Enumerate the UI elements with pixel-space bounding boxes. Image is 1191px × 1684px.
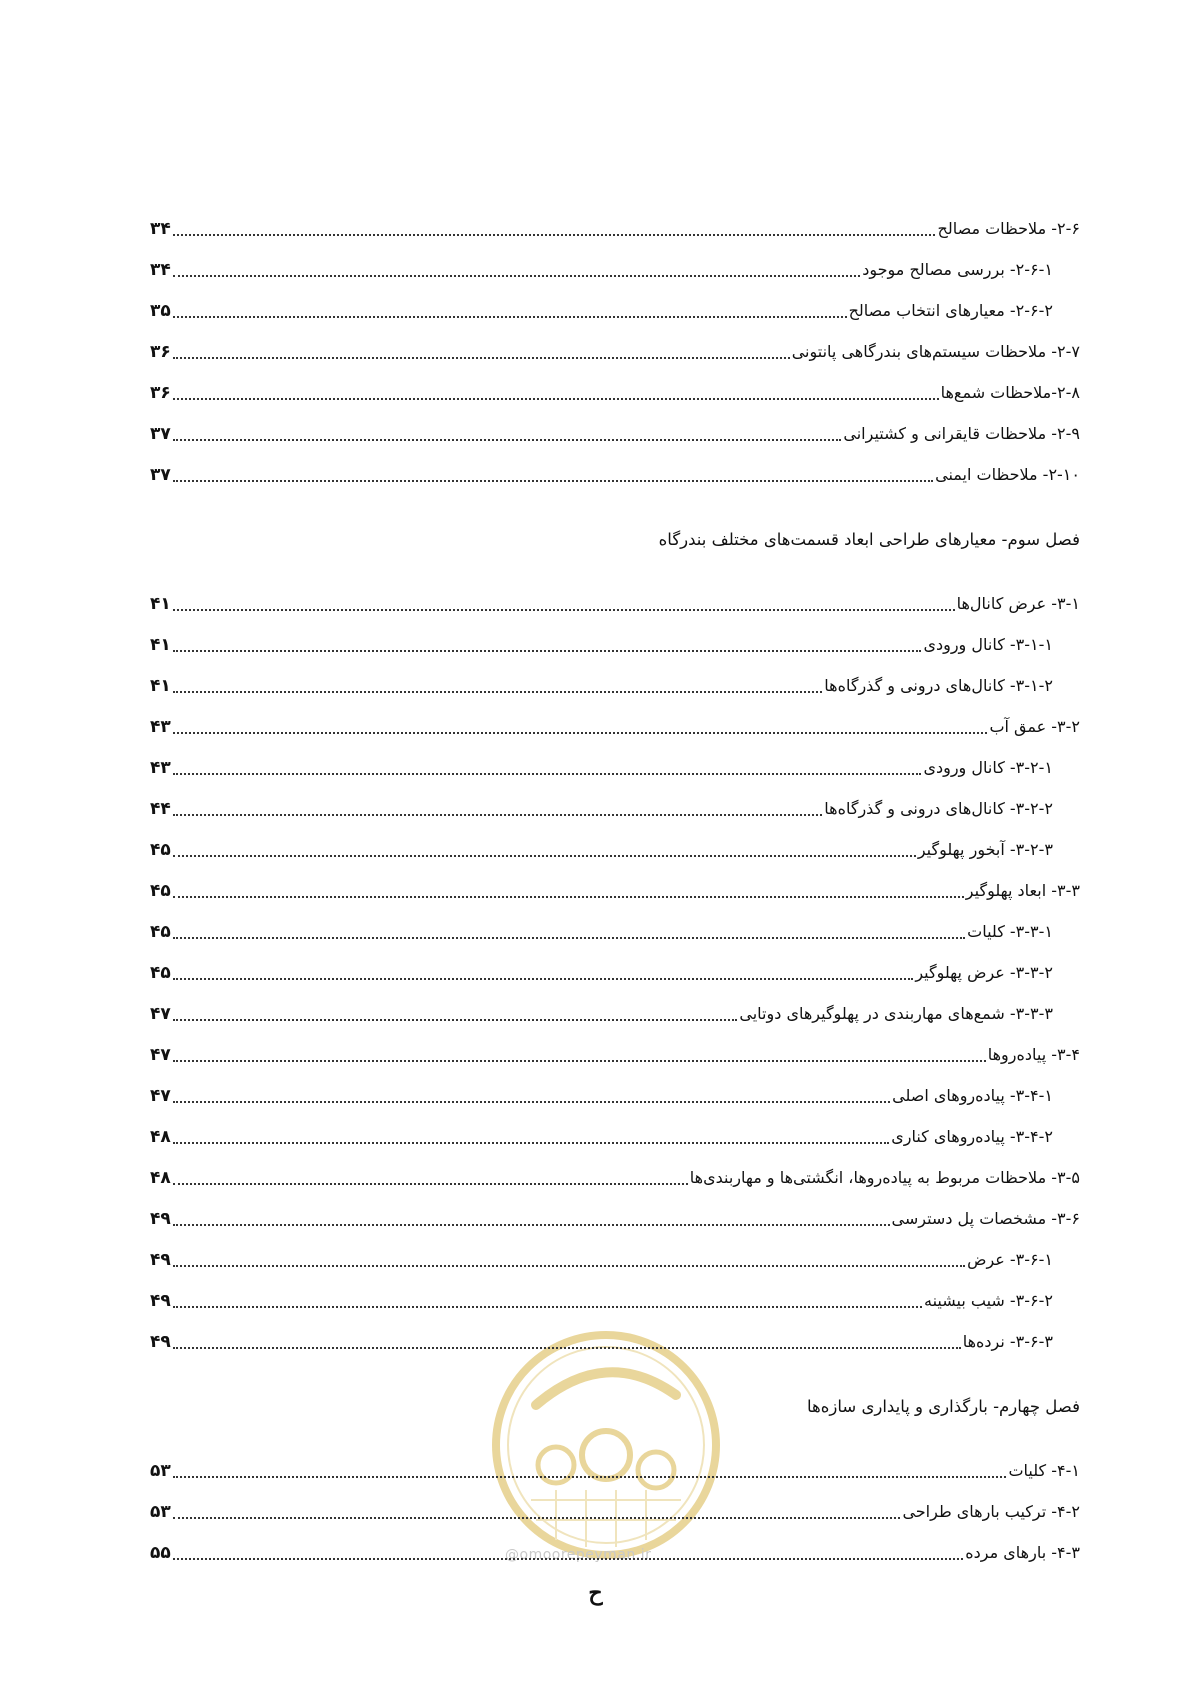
toc-entry-title: ۳-۳-۳- شمع‌های مهاربندی در پهلوگیرهای دوتایی xyxy=(739,1004,1053,1023)
dot-leader xyxy=(173,978,914,980)
toc-entry-page: ۴۹ xyxy=(150,1290,171,1311)
toc-entry-title: ۲-۶- ملاحظات مصالح xyxy=(937,219,1080,238)
chapter-heading: فصل سوم- معیارهای طراحی ابعاد قسمت‌های مختلف بندرگاه xyxy=(658,529,1080,549)
toc-entry-page: ۴۵ xyxy=(150,880,171,901)
toc-entry-page: ۵۳ xyxy=(150,1501,171,1522)
toc-entry-title: ۳-۲-۳- آبخور پهلوگیر xyxy=(917,840,1053,859)
toc-entry-title: ۳-۶-۱- عرض xyxy=(967,1250,1053,1269)
dot-leader xyxy=(173,234,936,236)
toc-entry[interactable] xyxy=(150,624,1080,665)
toc-entry-title: ۳-۳- ابعاد پهلوگیر xyxy=(965,881,1080,900)
dot-leader xyxy=(173,855,916,857)
toc-entry-page: ۴۹ xyxy=(150,1249,171,1270)
toc-entry[interactable] xyxy=(150,1116,1080,1157)
toc-entry-title: ۲-۶-۱- بررسی مصالح موجود xyxy=(862,260,1053,279)
dot-leader xyxy=(173,650,922,652)
toc-entry[interactable] xyxy=(150,1034,1080,1075)
toc-entry[interactable] xyxy=(150,1075,1080,1116)
toc-entry[interactable] xyxy=(150,1280,1080,1321)
toc-entry[interactable] xyxy=(150,331,1080,372)
dot-leader xyxy=(173,896,964,898)
toc-entry-title: ۳-۱-۱- کانال ورودی xyxy=(923,635,1053,654)
toc-entry-title: ۳-۲-۲- کانال‌های درونی و گذرگاه‌ها xyxy=(824,799,1053,818)
toc-entry[interactable] xyxy=(150,911,1080,952)
dot-leader xyxy=(173,1060,986,1062)
toc-entry-title: ۳-۳-۱- کلیات xyxy=(967,922,1053,941)
toc-entry[interactable] xyxy=(150,829,1080,870)
dot-leader xyxy=(173,1558,964,1560)
dot-leader xyxy=(173,275,860,277)
dot-leader xyxy=(173,1265,965,1267)
toc-entry-title: ۳-۴-۲- پیاده‌روهای کناری xyxy=(891,1127,1053,1146)
toc-entry-page: ۴۴ xyxy=(150,798,171,819)
toc-entry-title: ۳-۶- مشخصات پل دسترسی xyxy=(891,1209,1080,1228)
toc-entry-title: ۴-۳- بارهای مرده xyxy=(965,1543,1080,1562)
dot-leader xyxy=(173,609,955,611)
toc-entry[interactable] xyxy=(150,665,1080,706)
toc-entry-title: ۲-۹- ملاحظات قایقرانی و کشتیرانی xyxy=(843,424,1080,443)
toc-entry-page: ۳۶ xyxy=(150,341,171,362)
toc-entry-page: ۴۵ xyxy=(150,839,171,860)
dot-leader xyxy=(173,773,922,775)
toc-entry-title: ۲-۸-ملاحظات شمع‌ها xyxy=(940,383,1080,402)
toc-entry-page: ۵۳ xyxy=(150,1460,171,1481)
dot-leader xyxy=(173,1306,922,1308)
dot-leader xyxy=(173,1142,889,1144)
toc-entry-title: ۳-۴-۱- پیاده‌روهای اصلی xyxy=(892,1086,1053,1105)
dot-leader xyxy=(173,1347,961,1349)
dot-leader xyxy=(173,316,847,318)
dot-leader xyxy=(173,1517,901,1519)
dot-leader xyxy=(173,480,933,482)
toc-entry-page: ۳۶ xyxy=(150,382,171,403)
toc-entry-title: ۳-۶-۳- نرده‌ها xyxy=(962,1332,1053,1351)
toc-entry[interactable] xyxy=(150,290,1080,331)
toc-entry-page: ۴۷ xyxy=(150,1044,171,1065)
dot-leader xyxy=(173,1183,688,1185)
toc-entry[interactable] xyxy=(150,413,1080,454)
toc-entry-title: ۳-۲- عمق آب xyxy=(989,717,1080,736)
toc-entry-page: ۳۴ xyxy=(150,218,171,239)
dot-leader xyxy=(173,398,939,400)
chapter-heading: فصل چهارم- بارگذاری و پایداری سازه‌ها xyxy=(807,1396,1080,1416)
dot-leader xyxy=(173,1019,738,1021)
toc-entry[interactable] xyxy=(150,788,1080,829)
toc-entry[interactable] xyxy=(150,993,1080,1034)
dot-leader xyxy=(173,691,822,693)
toc-entry[interactable] xyxy=(150,747,1080,788)
toc-entry-page: ۵۵ xyxy=(150,1542,171,1563)
toc-entry[interactable] xyxy=(150,870,1080,911)
watermark-url-text: omoorepeyman.ir xyxy=(519,1547,652,1563)
toc-entry-page: ۴۳ xyxy=(150,757,171,778)
toc-entry-page: ۴۵ xyxy=(150,962,171,983)
dot-leader xyxy=(173,357,790,359)
toc-entry[interactable] xyxy=(150,1157,1080,1198)
toc-entry-page: ۴۸ xyxy=(150,1126,171,1147)
toc-entry-page: ۴۸ xyxy=(150,1167,171,1188)
toc-entry-page: ۴۷ xyxy=(150,1085,171,1106)
toc-entry[interactable] xyxy=(150,952,1080,993)
toc-entry[interactable] xyxy=(150,454,1080,495)
toc-entry-page: ۳۷ xyxy=(150,423,171,444)
toc-entry[interactable] xyxy=(150,706,1080,747)
toc-entry-page: ۳۷ xyxy=(150,464,171,485)
toc-entry-title: ۳-۴- پیاده‌روها xyxy=(987,1045,1080,1064)
toc-entry-page: ۴۵ xyxy=(150,921,171,942)
watermark-logo xyxy=(486,1325,726,1565)
toc-entry-title: ۳-۱-۲- کانال‌های درونی و گذرگاه‌ها xyxy=(824,676,1053,695)
toc-entry-title: ۳-۲-۱- کانال ورودی xyxy=(923,758,1053,777)
dot-leader xyxy=(173,439,842,441)
dot-leader xyxy=(173,1101,890,1103)
toc-entry-title: ۴-۱- کلیات xyxy=(1008,1461,1080,1480)
toc-entry-title: ۳-۶-۲- شیب بیشینه xyxy=(923,1291,1053,1310)
toc-entry-page: ۴۷ xyxy=(150,1003,171,1024)
toc-entry[interactable] xyxy=(150,1239,1080,1280)
toc-entry-title: ۳-۵- ملاحظات مربوط به پیاده‌روها، انگشتی‌ها و مهاربندی‌ها xyxy=(689,1168,1080,1187)
toc-entry-page: ۳۴ xyxy=(150,259,171,280)
dot-leader xyxy=(173,1476,1007,1478)
toc-entry[interactable] xyxy=(150,1198,1080,1239)
toc-entry-page: ۳۵ xyxy=(150,300,171,321)
toc-entry-title: ۲-۶-۲- معیارهای انتخاب مصالح xyxy=(848,301,1053,320)
toc-entry-title: ۴-۲- ترکیب بارهای طراحی xyxy=(902,1502,1080,1521)
toc-entry-page: ۴۱ xyxy=(150,593,171,614)
toc-entry-page: ۴۳ xyxy=(150,716,171,737)
toc-entry-page: ۴۱ xyxy=(150,634,171,655)
toc-entry-page: ۴۹ xyxy=(150,1331,171,1352)
toc-entry-page: ۴۱ xyxy=(150,675,171,696)
toc-entry[interactable] xyxy=(150,249,1080,290)
toc-entry-title: ۲-۷- ملاحظات سیستم‌های بندرگاهی پانتونی xyxy=(791,342,1080,361)
dot-leader xyxy=(173,1224,890,1226)
toc-entry-title: ۲-۱۰- ملاحظات ایمنی xyxy=(935,465,1080,484)
page-number: ح xyxy=(588,1580,603,1606)
dot-leader xyxy=(173,814,822,816)
dot-leader xyxy=(173,937,965,939)
toc-entry[interactable] xyxy=(150,208,1080,249)
toc-entry[interactable] xyxy=(150,583,1080,624)
toc-entry-title: ۳-۳-۲- عرض پهلوگیر xyxy=(915,963,1053,982)
toc-entry[interactable] xyxy=(150,372,1080,413)
toc-entry-page: ۴۹ xyxy=(150,1208,171,1229)
dot-leader xyxy=(173,732,988,734)
toc-entry-title: ۳-۱- عرض کانال‌ها xyxy=(956,594,1080,613)
watermark-url: @omoorepeyman.ir xyxy=(505,1547,652,1563)
